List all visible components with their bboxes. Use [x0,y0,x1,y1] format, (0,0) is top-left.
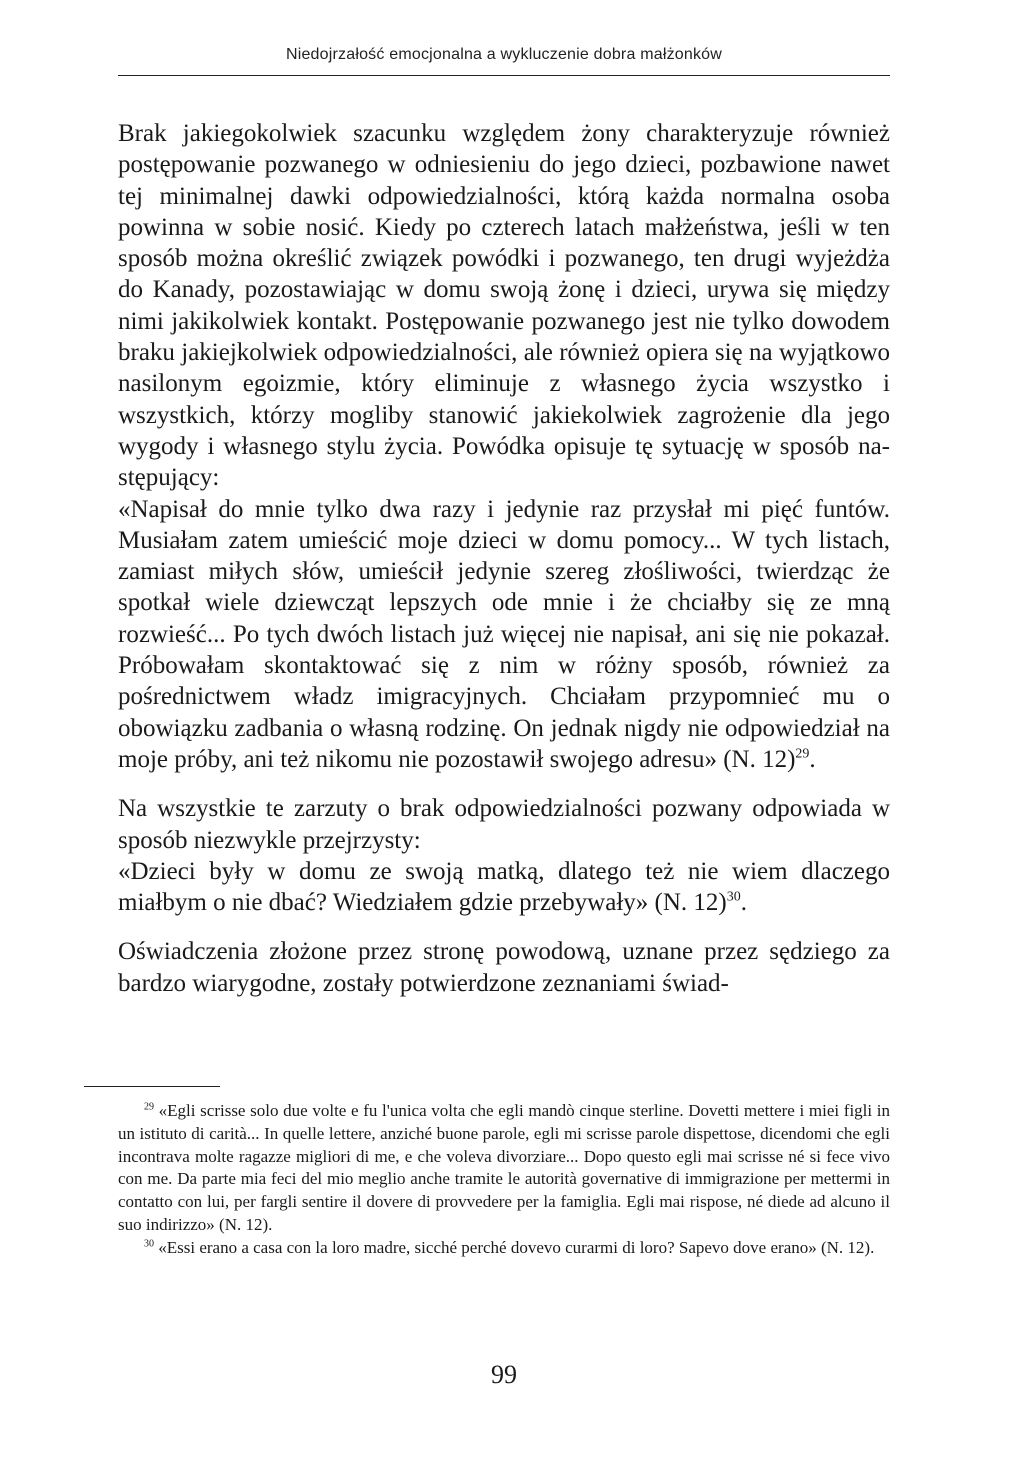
quote-1-end: . [809,745,816,773]
footnote-mark-29: 29 [144,1101,154,1113]
paragraph-gap [118,775,890,793]
paragraph-gap [118,918,890,936]
footnotes [118,1100,890,1260]
footnote-30 [118,1237,890,1260]
footnote-mark-30: 30 [144,1238,154,1250]
main-text [118,118,890,999]
footnote-ref-30: 30 [726,889,741,905]
paragraph-2: Na wszystkie te zarzuty o brak odpowiedzialności pozwany odpowiada w sposób niezwykle przejrzysty: [118,795,890,854]
paragraph-1: Brak jakiegokolwiek szacunku względem żony charakteryzuje również postępowanie pozwanego w odniesieniu do jego dzieci, pozbawione nawet tej minimalnej dawki odpowiedzialności, którą każda normalna osoba powinna w sobie nosić. Kiedy po czterech latach małżeństwa, jeśli w ten sposób można określić związek powódki i pozwanego, ten drugi wyjeżdża do Kanady, pozostawiając w domu swoją żonę i dzieci, urywa się między nimi jakikolwiek kontakt. Postępowanie pozwanego jest nie tylko dowodem braku jakiejkolwiek odpowiedzialności, ale również opiera się na wyjątkowo nasilonym egoizmie, który eliminuje z własnego życia wszystko i wszystkich, którzy mogliby stanowić jakiekolwiek zagrożenie dla jego wygody i własnego stylu życia. Powódka opisuje tę sytuację w sposób następujący: [118,120,890,492]
footnote-rule [84,1086,220,1087]
running-header: Niedojrzałość emocjonalna a wykluczenie dobra małżonków [285,46,723,63]
footnote-30-text: «Essi erano a casa con la loro madre, sicché perché dovevo curarmi di loro? Sapevo dove erano» (N. 12). [154,1237,875,1257]
footnote-29-text: «Egli scrisse solo due volte e fu l'unica volta che egli mandò cinque sterline. Dovetti mettere i miei figli in un istituto di carità... In quelle lettere, anziché buone parole, egli mi scrisse parole dispettose, dicendomi che egli incontrava molte ragazze migliori di me, e che voleva divorziare... Dopo questo egli mai scrisse né si fece vivo con me. Da parte mia feci del mio meglio anche tramite le autorità governative di immigrazione per mettermi in contatto con lui, per fargli sentire il dovere di provvedere per la famiglia. Egli mai rispose, né diede ad alcuno il suo indirizzo» (N. 12). [118,1101,890,1234]
header-rule [118,75,890,76]
quote-2 [118,856,890,919]
quote-1 [118,494,890,776]
footnote-29 [118,1100,890,1237]
paragraph-3: Oświadczenia złożone przez stronę powodową, uznane przez sędziego za bardzo wiarygodne, zostały potwierdzone zeznaniami świad- [118,938,890,997]
page-number: 99 [491,1360,517,1389]
quote-2-end: . [740,889,747,917]
quote-1-text: «Napisał do mnie tylko dwa razy i jedynie raz przysłał mi pięć funtów. Musiałam zatem umieścić moje dzieci w domu pomocy... W tych listach, zamiast miłych słów, umieścił jedynie szereg złośliwości, twierdząc że spotkał wiele dziewcząt lepszych ode mnie i że chciałby się ze mną rozwieść... Po tych dwóch listach już więcej nie napisał, ani się nie pokazał. Próbowałam skontaktować się z nim w różny sposób, również za pośrednictwem władz imigracyjnych. Chciałam przypomnieć mu o obowiązku zadbania o własną rodzinę. On jednak nigdy nie odpowiedział na moje próby, ani też nikomu nie pozostawił swojego adresu» (N. 12) [118,495,890,773]
quote-2-text: «Dzieci były w domu ze swoją matką, dlatego też nie wiem dlaczego miałbym o nie dbać? Wiedziałem gdzie przebywały» (N. 12) [118,857,890,917]
footnote-ref-29: 29 [795,746,810,762]
